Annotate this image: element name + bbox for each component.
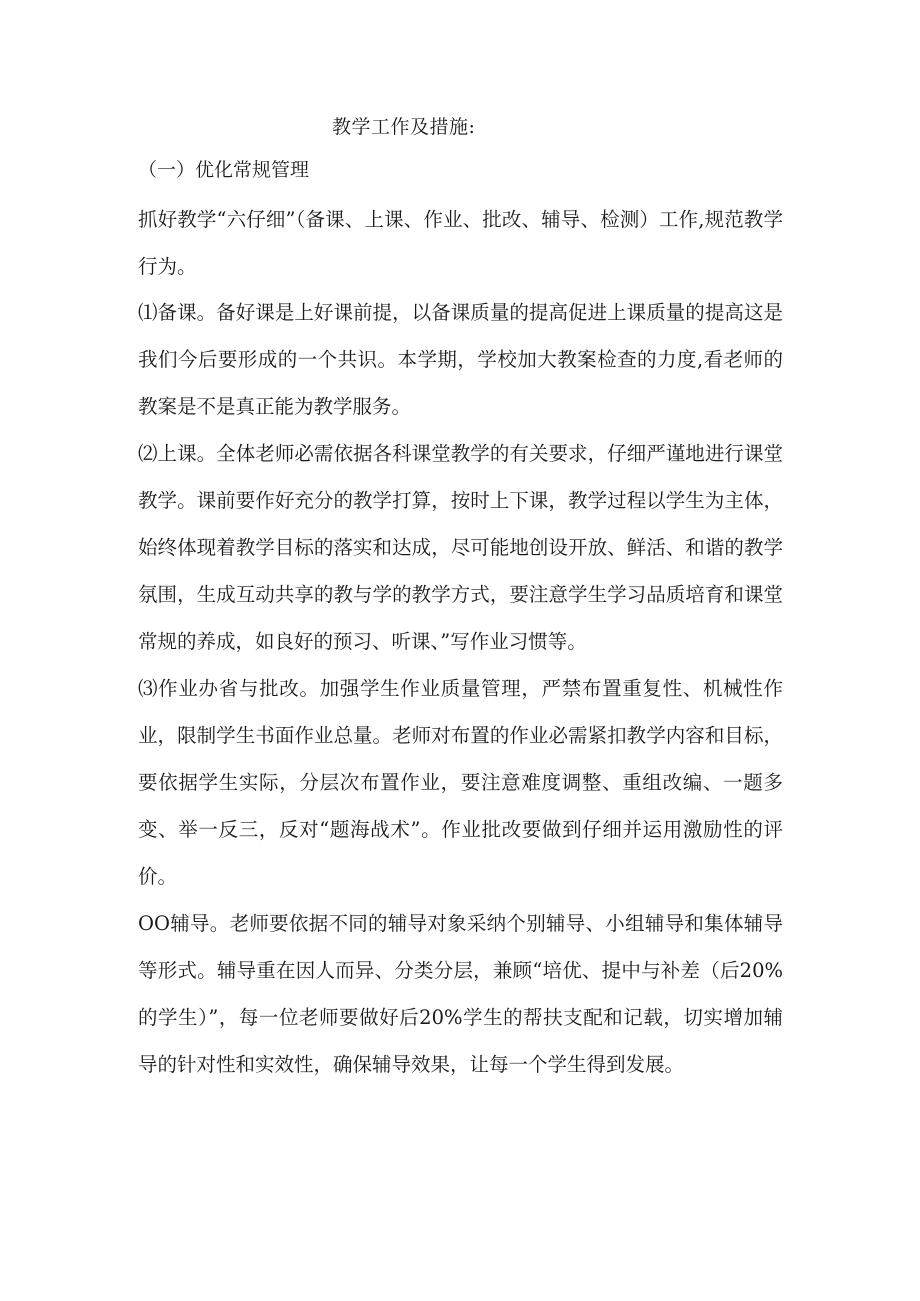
paragraph-tutoring: OO辅导。老师要依据不同的辅导对象采纳个别辅导、小组辅导和集体辅导等形式。辅导重在因人而异、分类分层，兼顾“培优、提中与补差（后20%的学生）”，每一位老师要做好后20%学生的帮扶支配和记载，切实增加辅导的针对性和实效性，确保辅导效果，让每一个学生得到发展。 (138, 912, 783, 1076)
paragraph-lesson-prep: ⑴备课。备好课是上好课前提，以备课质量的提高促进上课质量的提高这是我们今后要形成的一个共识。本学期，学校加大教案检查的力度,看老师的教案是不是真正能为教学服务。 (138, 301, 783, 418)
document-title: 教学工作及措施: (332, 116, 476, 138)
paragraph-homework: ⑶作业办省与批改。加强学生作业质量管理，严禁布置重复性、机械性作业，限制学生书面作业总量。老师对布置的作业必需紧扣教学内容和目标，要依据学生实际，分层次布置作业，要注意难度调整、重组改编、一题多变、举一反三，反对“题海战术”。作业批改要做到仔细并运用激励性的评价。 (138, 677, 783, 888)
paragraph-intro: 抓好教学“六仔细”（备课、上课、作业、批改、辅导、检测）工作,规范教学行为。 (138, 208, 783, 278)
paragraph-class-teaching: ⑵上课。全体老师必需依据各科课堂教学的有关要求，仔细严谨地进行课堂教学。课前要作好充分的教学打算，按时上下课，教学过程以学生为主体，始终体现着教学目标的落实和达成，尽可能地创设开放、鲜活、和谐的教学氛围，生成互动共享的教与学的教学方式，要注意学生学习品质培育和课堂常规的养成，如良好的预习、听课、”写作业习惯等。 (138, 442, 783, 653)
section-heading: （一）优化常规管理 (138, 159, 310, 181)
